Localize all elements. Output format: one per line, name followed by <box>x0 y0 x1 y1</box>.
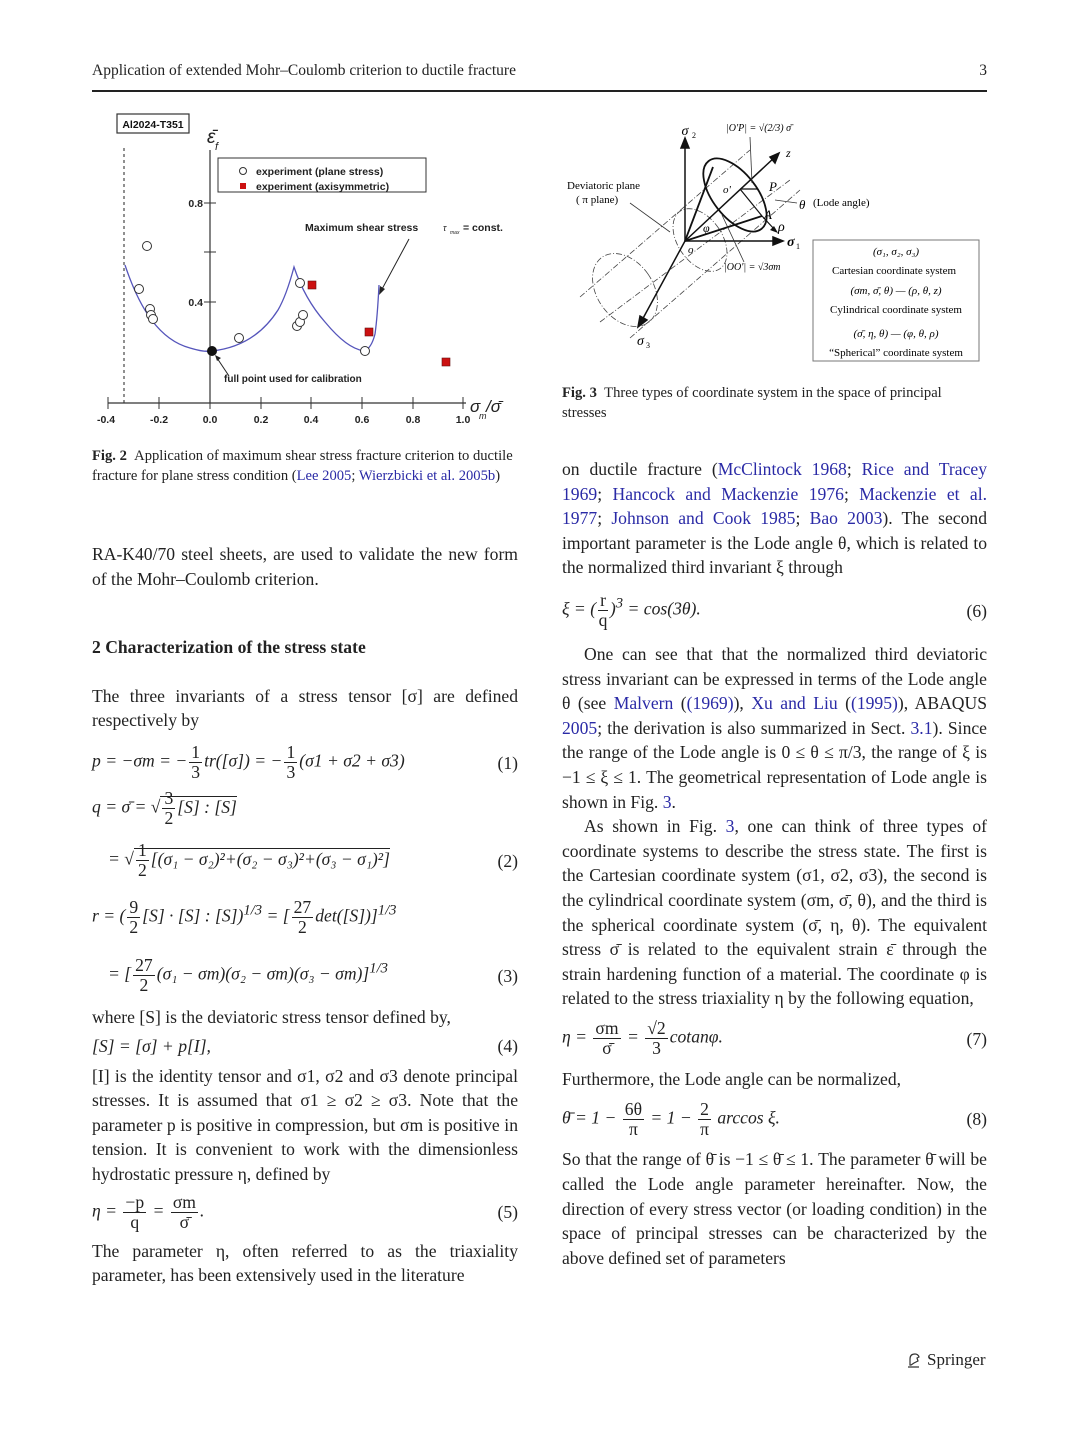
legend-plane-stress: experiment (plane stress) <box>256 166 384 178</box>
legend-axisymmetric: experiment (axisymmetric) <box>256 181 390 193</box>
ref-mackenzie-1977[interactable]: Mackenzie et al. 1977 <box>562 483 988 529</box>
ref-abaqus-2005[interactable]: 2005 <box>562 717 598 738</box>
page-number: 3 <box>979 62 987 79</box>
paragraph: As shown in Fig. 3, one can think of three types of coordinate systems to describe the stress state. The first is the Cartesian coordinate system (σ1, σ2, σ3), the second is the cylindrical coordinate system (σm, σ̄, θ), and the third is the spherical coordinate system (σ̄, η, θ). The equivalent stress σ̄ is related to the equivalent strain ε̄ through the strain hardening function of a material. The coordinate φ is related to the stress triaxiality η by the following equation, <box>562 816 987 1009</box>
springer-horse-icon <box>905 1351 923 1369</box>
paragraph: The three invariants of a stress tensor [σ] are defined respectively by <box>92 685 518 731</box>
ref-malvern[interactable]: Malvern <box>613 693 674 714</box>
ref-bao-2003[interactable]: Bao 2003 <box>809 508 883 529</box>
equation-4: [S] = [σ] + p[I], (4) <box>92 1036 518 1057</box>
paragraph: where [S] is the deviatoric stress tensor defined by, <box>92 1006 451 1027</box>
y-axis-label: ε̄ <box>207 127 216 148</box>
right-body <box>562 457 987 1270</box>
equation-6: ξ = ( $\frac{r}{q}$ )$^3$ = cos(3θ). (6) <box>562 590 987 631</box>
svg-text:0.8: 0.8 <box>405 414 421 426</box>
ref-mcclintock-1968[interactable]: McClintock 1968 <box>717 459 847 479</box>
svg-text:(σm, σ̄, θ) — (ρ, θ, z): (σm, σ̄, θ) — (ρ, θ, z) <box>850 285 942 297</box>
svg-text:o': o' <box>723 184 731 196</box>
svg-text:A: A <box>764 207 772 222</box>
svg-text:P: P <box>769 179 777 194</box>
svg-text:ρ: ρ <box>778 220 785 235</box>
svg-text:3: 3 <box>646 341 650 350</box>
equation-1: p = −σm = − $\frac{1}{3}$ tr([σ]) = − $\frac{1}{3}$ (σ1 + σ2 + σ3) (1) <box>92 742 518 783</box>
svg-text:σ: σ <box>787 235 795 250</box>
running-header <box>92 62 987 84</box>
calibration-point <box>207 346 217 356</box>
ref-lee-2005[interactable]: Lee 2005 <box>296 467 352 484</box>
paragraph: One can see that that the normalized third deviatoric stress invariant can be expressed in terms of the Lode angle θ (see Malvern ((1969)), Xu and Liu ((1995)), ABAQUS 2005; the derivation is also summarized in Sect. 3.1). Since the range of the Lode angle is 0 ≤ θ ≤ π/3, the range of ξ is −1 ≤ ξ ≤ 1. The geometrical representation of Lode angle is shown in Fig. 3. <box>562 643 988 812</box>
ref-xu-liu[interactable]: Xu and Liu <box>751 693 838 714</box>
figure-2-caption: Fig. 2 Application of maximum shear stress fracture criterion to ductile fracture for plane stress condition (Lee 2005; Wierzbicki et al. 2005b) <box>92 448 513 484</box>
svg-text:0.8: 0.8 <box>188 198 203 210</box>
svg-text:1.0: 1.0 <box>455 414 471 426</box>
svg-text:( π plane): ( π plane) <box>576 194 619 206</box>
svg-text:Cylindrical coordinate system: Cylindrical coordinate system <box>830 304 962 316</box>
svg-text:m: m <box>479 411 487 421</box>
svg-text:/σ̄: /σ̄ <box>486 397 501 416</box>
paragraph: on ductile fracture (McClintock 1968; Rice and Tracey 1969; Hancock and Mackenzie 1976; Mackenzie et al. 1977; Johnson and Cook 1985; Bao 2003). The second important parameter is the Lode angle θ, which is related to the normalized third invariant ξ through <box>562 459 988 578</box>
header-rule <box>92 90 987 92</box>
section-heading: 2 Characterization of the stress state <box>92 637 366 658</box>
equation-5: η = $\frac{-p}{q}$ = $\frac{\sigma m}{\sigmā}$ . (5) <box>92 1192 518 1233</box>
svg-text:f: f <box>215 141 219 153</box>
svg-text:|O'P| = √(2/3) σ̄: |O'P| = √(2/3) σ̄ <box>726 123 792 134</box>
publisher-name: Springer <box>927 1350 986 1369</box>
svg-text:-0.2: -0.2 <box>149 414 169 426</box>
svg-text:o: o <box>688 244 694 256</box>
svg-text:Deviatoric plane: Deviatoric plane <box>567 180 640 192</box>
svg-text:0.2: 0.2 <box>253 414 269 426</box>
svg-text:= const.: = const. <box>463 222 503 234</box>
paragraph: So that the range of θ̄ is −1 ≤ θ̄ ≤ 1. The parameter θ̄ will be called the Lode angle parameter hereinafter. Now, the direction of every stress vector (or loading condition) in the space of principal stresses can be characterized by the above defined set of parameters <box>562 1149 987 1268</box>
svg-text:1: 1 <box>796 242 800 251</box>
svg-text:z: z <box>786 146 791 160</box>
svg-text:(Lode angle): (Lode angle) <box>813 197 870 209</box>
svg-text:φ: φ <box>703 221 710 235</box>
svg-text:τ: τ <box>443 223 447 233</box>
paragraph: The parameter η, often referred to as the triaxiality parameter, has been extensively used in the literature <box>92 1240 518 1286</box>
ref-johnson-cook-1985[interactable]: Johnson and Cook 1985 <box>611 508 796 529</box>
svg-text:-0.4: -0.4 <box>96 414 116 426</box>
svg-text:σ: σ <box>681 124 689 139</box>
figure-3 <box>560 105 990 365</box>
calibration-annotation: full point used for calibration <box>224 374 362 385</box>
fracture-chart <box>92 105 532 435</box>
left-body <box>92 542 518 1288</box>
figure-2 <box>92 105 532 435</box>
curve-annotation: Maximum shear stress <box>305 222 419 234</box>
svg-text:(σ̄, η, θ) — (φ, θ, ρ): (σ̄, η, θ) — (φ, θ, ρ) <box>853 328 939 340</box>
equation-2b: = √ $\frac{1}{2}$ [(σ₁ − σ₂)²+(σ₂ − σ₃)²+(σ₃ − σ₁)²] (2) <box>108 840 518 881</box>
svg-text:0.0: 0.0 <box>202 414 218 426</box>
svg-text:2: 2 <box>692 131 696 140</box>
equation-2a: q = σ̄ = √ $\frac{3}{2}$ [S] : [S] <box>92 788 237 829</box>
paragraph: [I] is the identity tensor and σ1, σ2 and σ3 denote principal stresses. It is assumed that σ1 ≥ σ2 ≥ σ3. Note that the parameter p is positive in compression, but σm is positive in tension. It is convenient to work with the dimensionless hydrostatic pressure η, defined by <box>92 1065 518 1184</box>
paragraph: RA-K40/70 steel sheets, are used to validate the new form of the Mohr–Coulomb criterion. <box>92 544 518 589</box>
fig3-label: Fig. 3 <box>562 385 597 401</box>
ref-rice-tracey-1969[interactable]: Rice and Tracey 1969 <box>562 459 987 504</box>
max-shear-curve <box>125 265 379 351</box>
svg-text:“Spherical” coordinate system: “Spherical” coordinate system <box>829 347 963 359</box>
equation-8: θ̄ = 1 − $\frac{6\theta}{\pi}$ = 1 − $\frac{2}{\pi}$ arccos ξ. (8) <box>562 1098 987 1139</box>
svg-text:θ: θ <box>799 197 806 212</box>
svg-text:0.4: 0.4 <box>303 414 319 426</box>
equation-3a: r = ( $\frac{9}{2}$ [S] · [S] : [S])$^{1/3}$ = [ $\frac{27}{2}$ det([S])]$^{1/3}$ <box>92 897 397 938</box>
svg-text:0.6: 0.6 <box>354 414 370 426</box>
equation-3b: = [ $\frac{27}{2}$ (σ₁ − σm)(σ₂ − σm)(σ₃ − σm)]$^{1/3}$ (3) <box>108 955 518 996</box>
link-fig-3[interactable]: 3 <box>662 791 672 812</box>
publisher-logo <box>905 1350 986 1370</box>
running-title: Application of extended Mohr–Coulomb criterion to ductile fracture <box>92 62 516 79</box>
paragraph: Furthermore, the Lode angle can be normalized, <box>562 1068 902 1089</box>
svg-text:0.4: 0.4 <box>188 297 203 309</box>
link-fig-3[interactable]: 3 <box>725 816 735 837</box>
svg-text:Cartesian coordinate system: Cartesian coordinate system <box>831 265 957 277</box>
x-axis-label: σ <box>470 397 481 416</box>
fig2-label: Fig. 2 <box>92 448 127 464</box>
ref-wierzbicki-2005b[interactable]: Wierzbicki et al. 2005b <box>358 467 496 484</box>
link-sect-3-1[interactable]: 3.1 <box>910 717 933 738</box>
svg-text:(σ₁, σ₂, σ₃): (σ₁, σ₂, σ₃) <box>872 246 920 258</box>
equation-7: η = $\frac{\sigma m}{\sigmā}$ = $\frac{√2}{3}$ cotanφ. (7) <box>562 1018 987 1059</box>
svg-text:|OO'| = √3σm: |OO'| = √3σm <box>724 262 781 273</box>
principal-stress-diagram <box>560 105 990 365</box>
ref-hancock-mackenzie-1976[interactable]: Hancock and Mackenzie 1976 <box>612 483 844 504</box>
svg-text:max: max <box>450 230 460 236</box>
svg-text:σ: σ <box>637 334 644 349</box>
material-label: Al2024-T351 <box>122 119 184 131</box>
figure-3-caption: Fig. 3 Three types of coordinate system in the space of principal stresses <box>562 385 942 421</box>
